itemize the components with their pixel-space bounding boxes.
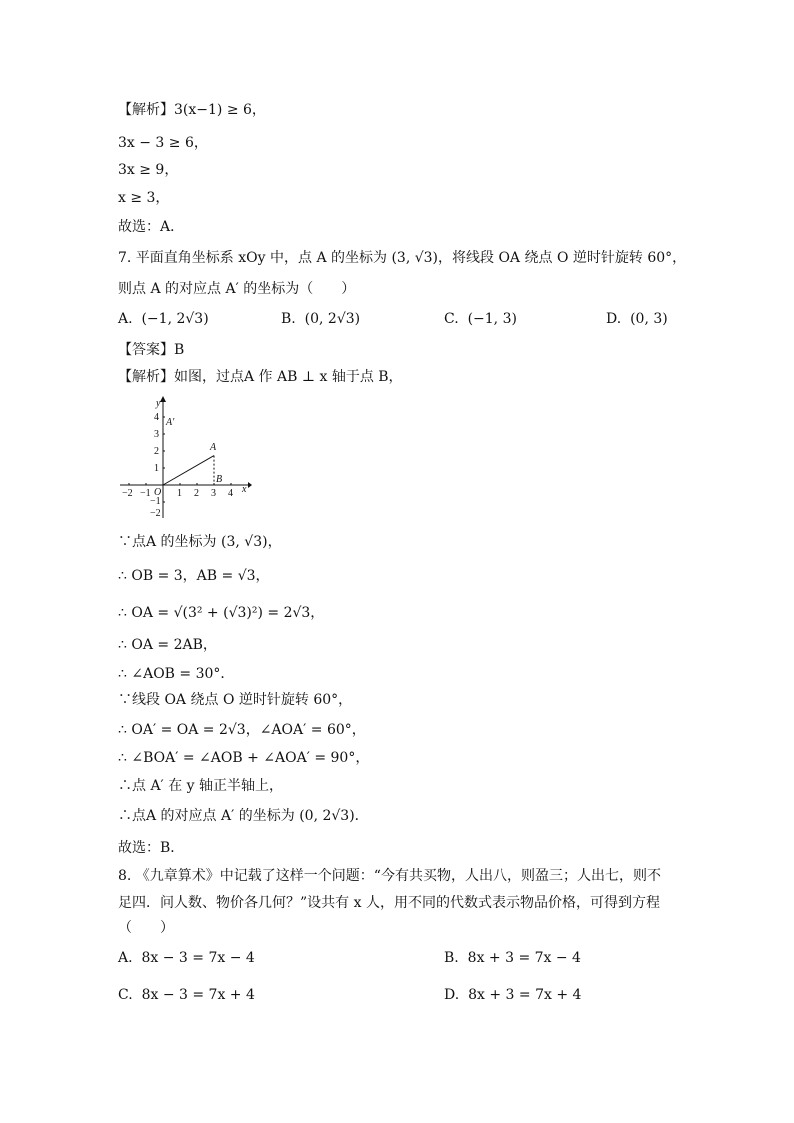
x-tick-label: 3 [211,488,216,499]
q7-stem-line-1: 7. 平面直角坐标系 xOy 中，点 A 的坐标为 (3, √3)，将线段 OA 绕点 O 逆时针旋转 60°， [118,250,687,266]
q7-step-10: ∴点A 的对应点 A′ 的坐标为 (0, 2√3)． [118,808,369,824]
point-a-prime-label: A′ [166,417,175,428]
q8-option-d [444,985,581,1005]
y-tick-label: 1 [154,463,159,474]
q7-option-a-label: A. [118,311,133,327]
q8-option-b [444,948,581,968]
q7-option-d-text: (0, 3) [630,311,668,327]
segment-oa [163,456,214,485]
q7-analysis-intro: 【解析】如图，过点A 作 AB ⊥ x 轴于点 B， [118,369,403,385]
y-tick-label: 3 [154,429,159,440]
q7-option-d-label: D. [606,311,622,327]
origin-label: O [154,487,162,498]
coordinate-plane [118,394,253,520]
q8-option-a [118,948,255,968]
point-b-label: B [216,474,223,485]
q8-stem-line-1: 8. 《九章算术》中记载了这样一个问题：“今有共买物，人出八，则盈三；人出七，则不 [118,868,661,884]
x-tick-label: 1 [177,488,182,499]
q7-option-c-text: (−1, 3) [467,311,517,327]
q7-step-4: ∴ OA = 2AB， [118,637,217,653]
y-tick-label: 2 [154,446,159,457]
q8-option-c-text: 8x − 3 = 7x + 4 [141,987,255,1003]
q7-option-b [281,309,360,329]
q7-answer: 【答案】B [118,342,185,358]
q8-option-c [118,985,255,1005]
q7-step-1: ∵点A 的坐标为 (3, √3)， [118,534,282,550]
q7-option-c-label: C. [444,311,459,327]
q7-step-6: ∵线段 OA 绕点 O 逆时针旋转 60°， [118,692,353,708]
q8-option-d-text: 8x + 3 = 7x + 4 [468,987,582,1003]
q7-step-9: ∴点 A′ 在 y 轴正半轴上， [118,778,283,794]
point-a-label: A [210,442,217,453]
q7-option-b-label: B. [281,311,296,327]
coordinate-figure [118,394,253,520]
q8-option-c-label: C. [118,987,133,1003]
solution-line-2: 3x − 3 ≥ 6， [118,135,208,151]
q8-option-d-label: D. [444,987,460,1003]
y-tick-label: −1 [150,496,161,507]
q7-step-3: ∴ OA = √(3² + (√3)²) = 2√3， [118,605,325,621]
x-tick-label: 4 [228,488,233,499]
solution-line-3: 3x ≥ 9， [118,162,179,178]
solution-line-1: 【解析】3(x−1) ≥ 6， [118,102,266,118]
y-tick-label: 4 [154,412,159,423]
q7-option-c [444,309,517,329]
q8-option-a-text: 8x − 3 = 7x − 4 [141,950,255,966]
q8-option-b-label: B. [444,950,459,966]
solution-line-4: x ≥ 3， [118,190,170,206]
x-axis-arrow [248,482,252,488]
x-tick-label: −1 [140,488,151,499]
q8-option-a-label: A. [118,950,133,966]
x-tick-label: 2 [194,488,199,499]
q7-option-d [606,309,668,329]
q7-option-a [118,309,209,329]
q7-step-7: ∴ OA′ = OA = 2√3，∠AOA′ = 60°， [118,722,366,738]
y-axis-label: y [156,398,161,409]
x-tick-label: −2 [122,488,133,499]
q7-step-2: ∴ OB = 3，AB = √3， [118,568,270,584]
q7-step-8: ∴ ∠BOA′ = ∠AOB + ∠AOA′ = 90°， [118,750,370,766]
q8-option-b-text: 8x + 3 = 7x − 4 [467,950,581,966]
q8-stem-line-2: 足四．问人数、物价各几何？”设共有 x 人，用不同的代数式表示物品价格，可得到方程 [118,895,660,911]
y-tick-label: −2 [150,508,161,519]
x-axis-label: x [242,484,247,495]
q8-stem-line-3: （ ） [118,920,174,936]
y-axis-arrow [160,396,166,402]
q7-option-a-text: (−1, 2√3) [141,311,209,327]
solution-conclusion: 故选：A． [118,219,185,235]
q7-option-b-text: (0, 2√3) [304,311,361,327]
q7-stem-line-2: 则点 A 的对应点 A′ 的坐标为（ ） [118,281,356,297]
q7-conclusion: 故选：B． [118,840,185,856]
q7-step-5: ∴ ∠AOB = 30°． [118,666,235,682]
